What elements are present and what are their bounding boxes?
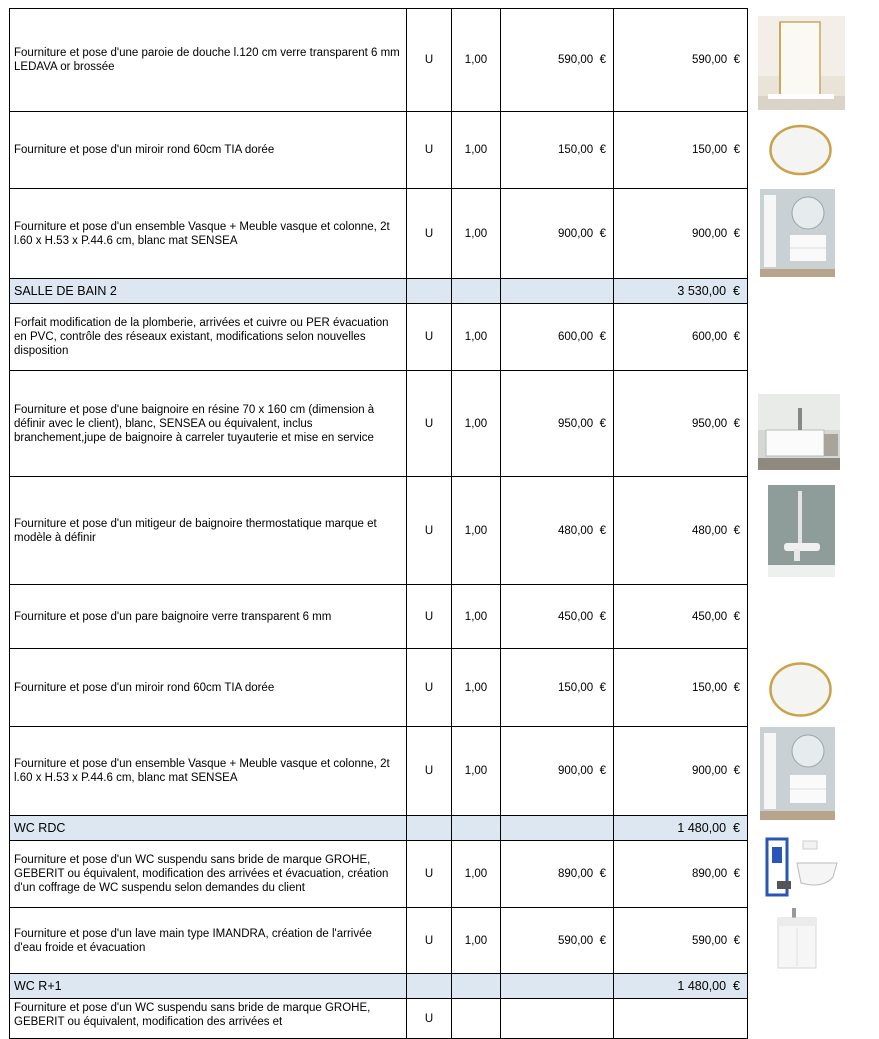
qty-cell xyxy=(452,974,501,999)
item-description: Fourniture et pose d'un miroir rond 60cm TIA dorée xyxy=(10,112,407,189)
item-row xyxy=(10,841,748,908)
item-unit: U xyxy=(407,304,452,371)
quote-table xyxy=(9,8,748,1039)
item-description: Fourniture et pose d'un ensemble Vasque + Meuble vasque et colonne, 2t l.60 x H.53 x P.44.6 cm, blanc mat SENSEA xyxy=(10,189,407,279)
item-row xyxy=(10,908,748,974)
item-unit-price: 950,00 € xyxy=(501,371,614,477)
item-row xyxy=(10,585,748,649)
item-quantity: 1,00 xyxy=(452,189,501,279)
price-cell xyxy=(501,974,614,999)
item-unit: U xyxy=(407,189,452,279)
bath-mixer-image xyxy=(768,485,835,577)
bathtub-image xyxy=(758,394,840,470)
unit-cell xyxy=(407,816,452,841)
item-quantity: 1,00 xyxy=(452,477,501,585)
item-unit-price: 590,00 € xyxy=(501,908,614,974)
item-quantity xyxy=(452,999,501,1039)
item-unit: U xyxy=(407,649,452,727)
item-row xyxy=(10,189,748,279)
item-unit: U xyxy=(407,477,452,585)
item-unit-price: 480,00 € xyxy=(501,477,614,585)
item-total: 590,00 € xyxy=(614,9,748,112)
quote-table-container xyxy=(9,8,748,1039)
item-description: Fourniture et pose d'un ensemble Vasque + Meuble vasque et colonne, 2t l.60 x H.53 x P.44.6 cm, blanc mat SENSEA xyxy=(10,727,407,816)
item-description: Fourniture et pose d'un WC suspendu sans bride de marque GROHE, GEBERIT ou équivalent, modification des arrivées et xyxy=(10,999,407,1039)
item-row xyxy=(10,112,748,189)
item-unit: U xyxy=(407,585,452,649)
shower-screen-image xyxy=(758,16,845,110)
item-quantity: 1,00 xyxy=(452,908,501,974)
item-quantity: 1,00 xyxy=(452,585,501,649)
section-total: 1 480,00 € xyxy=(614,974,748,999)
item-unit-price xyxy=(501,999,614,1039)
item-quantity: 1,00 xyxy=(452,649,501,727)
round-mirror-image xyxy=(768,124,833,176)
section-title: SALLE DE BAIN 2 xyxy=(10,279,407,304)
item-unit: U xyxy=(407,908,452,974)
item-description: Fourniture et pose d'une paroie de douche l.120 cm verre transparent 6 mm LEDAVA or brossée xyxy=(10,9,407,112)
item-total: 480,00 € xyxy=(614,477,748,585)
qty-cell xyxy=(452,816,501,841)
item-unit: U xyxy=(407,999,452,1039)
item-total: 590,00 € xyxy=(614,908,748,974)
item-description: Fourniture et pose d'un pare baignoire verre transparent 6 mm xyxy=(10,585,407,649)
item-description: Forfait modification de la plomberie, arrivées et cuivre ou PER évacuation en PVC, contrôle des réseaux existant, modifications selon nouvelles disposition xyxy=(10,304,407,371)
item-unit-price: 590,00 € xyxy=(501,9,614,112)
item-row xyxy=(10,304,748,371)
item-description: Fourniture et pose d'un WC suspendu sans bride de marque GROHE, GEBERIT ou équivalent, modification des arrivées et évacuation, création d'un coffrage de WC suspendu selon demandes du client xyxy=(10,841,407,908)
item-unit-price: 900,00 € xyxy=(501,189,614,279)
item-quantity: 1,00 xyxy=(452,112,501,189)
item-unit: U xyxy=(407,841,452,908)
price-cell xyxy=(501,279,614,304)
qty-cell xyxy=(452,279,501,304)
item-quantity: 1,00 xyxy=(452,371,501,477)
unit-cell xyxy=(407,279,452,304)
wall-hung-wc-image xyxy=(763,837,839,899)
item-row xyxy=(10,727,748,816)
item-unit: U xyxy=(407,112,452,189)
item-quantity: 1,00 xyxy=(452,727,501,816)
item-total: 450,00 € xyxy=(614,585,748,649)
item-unit-price: 900,00 € xyxy=(501,727,614,816)
item-total: 900,00 € xyxy=(614,727,748,816)
item-total: 600,00 € xyxy=(614,304,748,371)
item-quantity: 1,00 xyxy=(452,9,501,112)
section-row xyxy=(10,974,748,999)
section-title: WC R+1 xyxy=(10,974,407,999)
item-unit: U xyxy=(407,371,452,477)
section-title: WC RDC xyxy=(10,816,407,841)
item-total: 950,00 € xyxy=(614,371,748,477)
item-unit-price: 150,00 € xyxy=(501,112,614,189)
section-row xyxy=(10,279,748,304)
item-row xyxy=(10,649,748,727)
item-total xyxy=(614,999,748,1039)
vanity-unit-image xyxy=(760,189,835,277)
unit-cell xyxy=(407,974,452,999)
item-row xyxy=(10,9,748,112)
round-mirror-image-2 xyxy=(768,661,833,718)
item-row xyxy=(10,999,748,1039)
item-unit-price: 600,00 € xyxy=(501,304,614,371)
item-row xyxy=(10,477,748,585)
item-unit: U xyxy=(407,9,452,112)
item-description: Fourniture et pose d'un mitigeur de baignoire thermostatique marque et modèle à définir xyxy=(10,477,407,585)
item-description: Fourniture et pose d'une baignoire en résine 70 x 160 cm (dimension à définir avec le client), blanc, SENSEA ou équivalent, inclus branchement,jupe de baignoire à carreler tuyauterie et mise en service xyxy=(10,371,407,477)
item-total: 890,00 € xyxy=(614,841,748,908)
item-description: Fourniture et pose d'un lave main type IMANDRA, création de l'arrivée d'eau froide et évacuation xyxy=(10,908,407,974)
item-total: 900,00 € xyxy=(614,189,748,279)
hand-basin-image xyxy=(774,906,820,971)
section-total: 1 480,00 € xyxy=(614,816,748,841)
section-total: 3 530,00 € xyxy=(614,279,748,304)
item-total: 150,00 € xyxy=(614,649,748,727)
item-unit-price: 450,00 € xyxy=(501,585,614,649)
item-quantity: 1,00 xyxy=(452,841,501,908)
item-description: Fourniture et pose d'un miroir rond 60cm TIA dorée xyxy=(10,649,407,727)
item-unit-price: 890,00 € xyxy=(501,841,614,908)
vanity-unit-image-2 xyxy=(760,727,835,820)
item-unit-price: 150,00 € xyxy=(501,649,614,727)
section-row xyxy=(10,816,748,841)
item-quantity: 1,00 xyxy=(452,304,501,371)
price-cell xyxy=(501,816,614,841)
item-unit: U xyxy=(407,727,452,816)
item-total: 150,00 € xyxy=(614,112,748,189)
item-row xyxy=(10,371,748,477)
